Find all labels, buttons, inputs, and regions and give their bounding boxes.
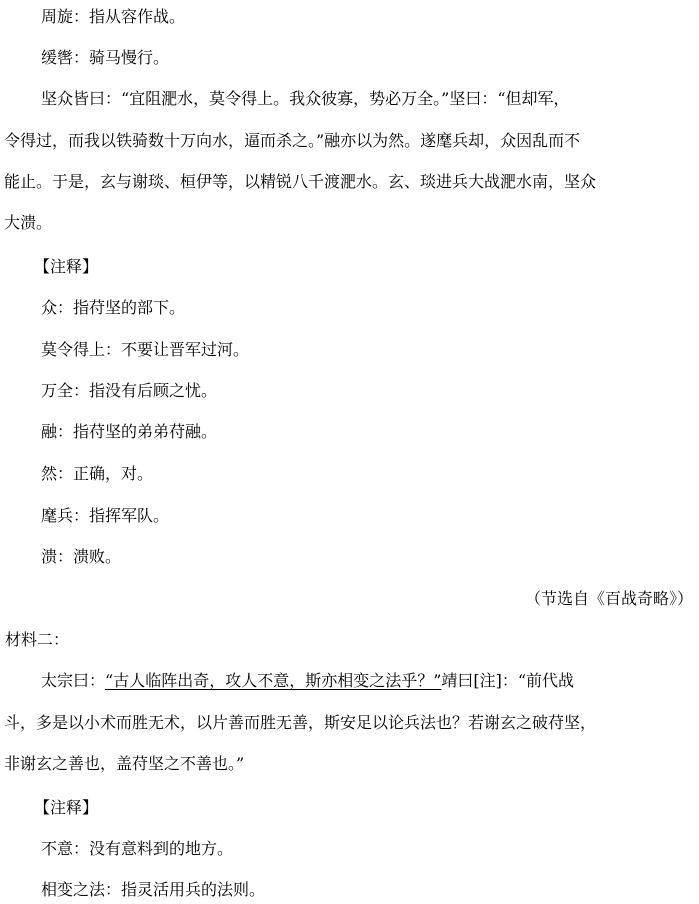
note-huanpei: 缓辔：骑马慢行。 (41, 48, 170, 67)
note-zhouxuan: 周旋：指从容作战。 (41, 7, 186, 26)
note-item: 溃：溃败。 (41, 547, 122, 566)
paragraph-line: 非谢玄之善也，盖苻坚之不善也。” (4, 754, 245, 773)
paragraph-line (41, 670, 574, 692)
paragraph-line: 斗，多是以小术而胜无术，以片善而胜无善，斯安足以论兵法也？若谢玄之破苻坚， (4, 713, 597, 732)
notes-header: 【注释】 (34, 257, 99, 276)
note-item: 然：正确，对。 (41, 464, 154, 483)
note-item: 麾兵：指挥军队。 (41, 506, 170, 525)
speaker-prefix: 太宗曰： (41, 671, 106, 690)
source-citation: （节选自《百战奇略》） (524, 589, 693, 608)
underlined-quote: “古人临阵出奇，攻人不意，斯亦相变之法乎？” (105, 671, 442, 690)
reply-prefix: 靖曰[注]：“前代战 (441, 671, 575, 690)
paragraph-line: 坚众皆曰：“宜阻淝水，莫令得上。我众彼寡，势必万全。”坚曰：“但却军， (41, 89, 570, 108)
note-item: 相变之法：指灵活用兵的法则。 (41, 880, 266, 899)
paragraph-line: 能止。于是，玄与谢琰、桓伊等，以精锐八千渡淝水。玄、琰进兵大战淝水南，坚众 (4, 172, 597, 191)
paragraph-line: 大溃。 (4, 213, 53, 232)
note-item: 莫令得上：不要让晋军过河。 (41, 340, 250, 359)
note-item: 万全：指没有后顾之忧。 (41, 381, 218, 400)
notes-header: 【注释】 (34, 798, 99, 817)
paragraph-line: 令得过，而我以铁骑数十万向水，逼而杀之。”融亦以为然。遂麾兵却，众因乱而不 (4, 131, 581, 150)
note-item: 融：指苻坚的弟弟苻融。 (41, 422, 218, 441)
note-item: 不意：没有意料到的地方。 (41, 839, 234, 858)
note-item: 众：指苻坚的部下。 (41, 298, 186, 317)
material-label: 材料二： (5, 630, 70, 649)
